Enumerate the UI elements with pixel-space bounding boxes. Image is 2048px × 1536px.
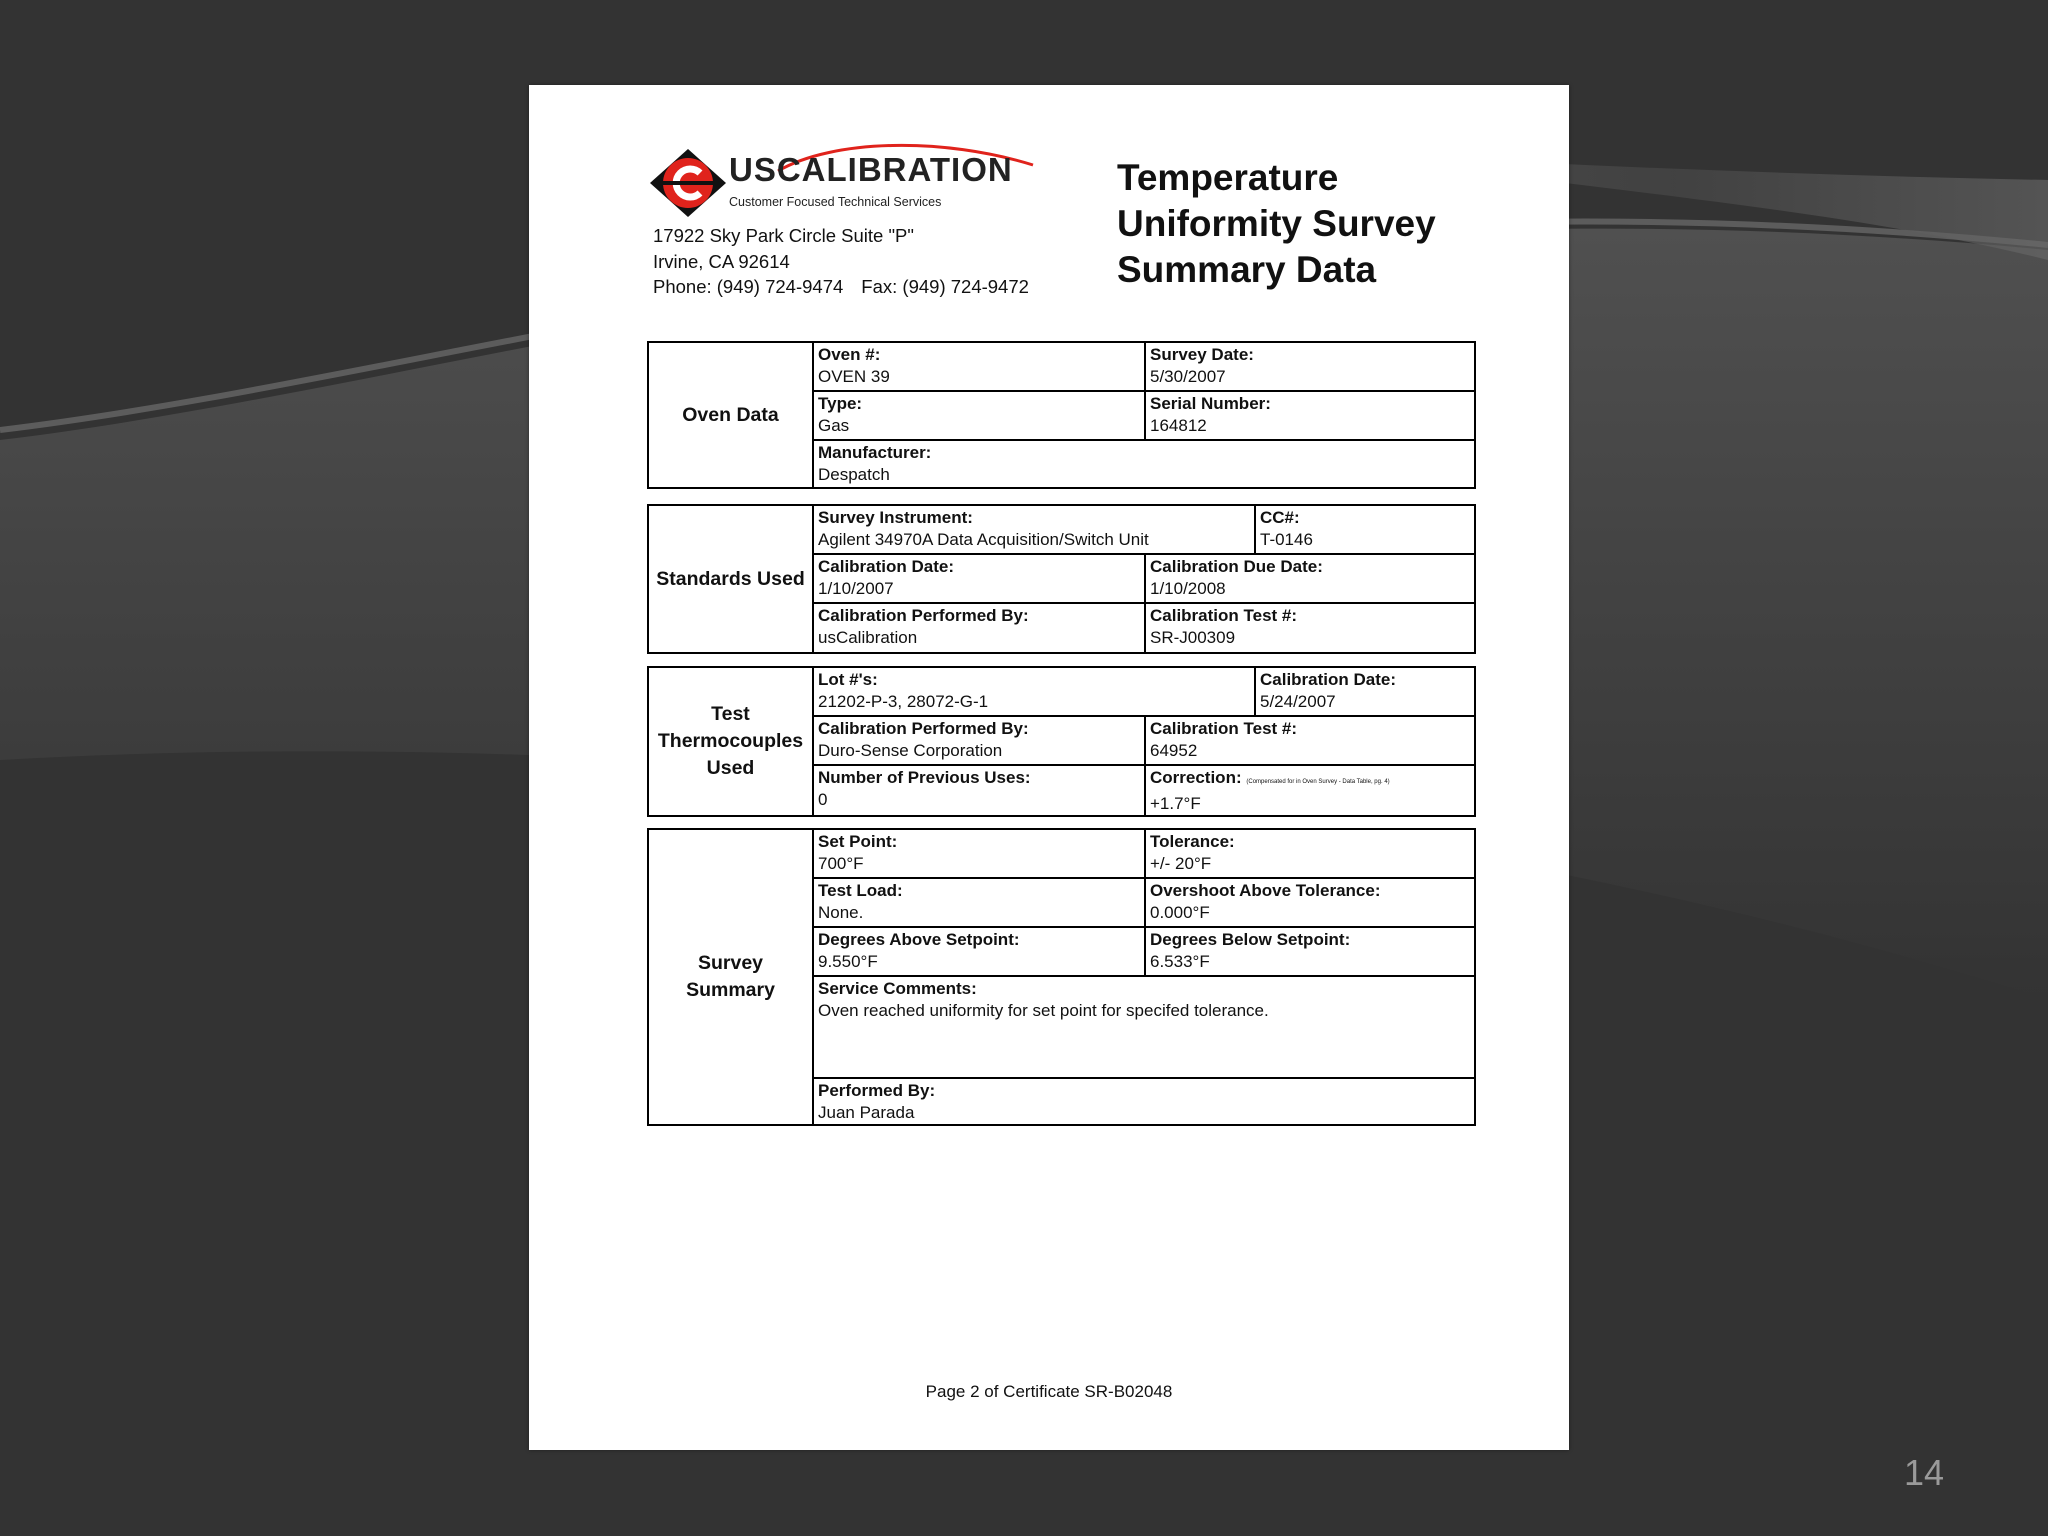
- address-line-2: Irvine, CA 92614: [653, 250, 790, 272]
- logo-crosshair-icon: [648, 147, 728, 219]
- table-row: Calibration Performed By: Duro-Sense Corporation Calibration Test #: 64952: [814, 717, 1474, 766]
- standards-used-section: [647, 504, 1476, 654]
- thermocouples-section: [647, 666, 1476, 817]
- logo-tagline: Customer Focused Technical Services: [729, 195, 942, 209]
- table-row: Performed By: Juan Parada: [818, 1081, 936, 1122]
- oven-data-section: [647, 341, 1476, 489]
- address-line-1: 17922 Sky Park Circle Suite "P": [653, 225, 914, 246]
- table-row: Degrees Above Setpoint: 9.550°F Degrees Below Setpoint: 6.533°F: [814, 928, 1474, 977]
- table-row: Type: Gas Serial Number: 164812: [814, 392, 1474, 441]
- logo-brand-text: USCALIBRATION: [729, 151, 1013, 188]
- correction-note: (Compensated for in Oven Survey - Data Table, pg. 4): [1246, 779, 1390, 785]
- table-row: Set Point: 700°F Tolerance: +/- 20°F: [814, 830, 1474, 879]
- table-row: Calibration Date: 1/10/2007 Calibration Due Date: 1/10/2008: [814, 555, 1474, 604]
- service-comments: Oven reached uniformity for set point for specifed tolerance.: [818, 1001, 1269, 1020]
- slide-number: 14: [1903, 1452, 1944, 1493]
- company-address: [653, 223, 1029, 300]
- table-row: Lot #'s: 21202-P-3, 28072-G-1 Calibration Date: 5/24/2007: [814, 668, 1474, 717]
- table-row: Oven #: OVEN 39 Survey Date: 5/30/2007: [814, 343, 1474, 392]
- table-row: Service Comments: Oven reached uniformity for set point for specifed tolerance.: [814, 977, 1474, 1079]
- phone-number: Phone: (949) 724-9474: [653, 276, 844, 297]
- section-label: Survey Summary: [649, 830, 814, 1124]
- table-row: Number of Previous Uses: 0 Correction: (Compensated for in Oven Survey - Data Table, pg. 4) +1.7°F: [814, 766, 1474, 817]
- section-label: Oven Data: [649, 343, 814, 487]
- document-title: Temperature Uniformity Survey Summary Data: [1117, 157, 1436, 290]
- table-row: Manufacturer: Despatch: [818, 443, 932, 484]
- table-row: Survey Instrument: Agilent 34970A Data Acquisition/Switch Unit CC#: T-0146: [814, 506, 1474, 555]
- table-row: Test Load: None. Overshoot Above Tolerance: 0.000°F: [814, 879, 1474, 928]
- section-label: Test Thermocouples Used: [649, 668, 814, 815]
- table-row: Calibration Performed By: usCalibration Calibration Test #: SR-J00309: [814, 604, 1474, 654]
- certificate-page: [529, 85, 1569, 1450]
- survey-summary-section: [647, 828, 1476, 1126]
- contact-line: [653, 274, 1029, 300]
- company-logo: [648, 147, 1013, 219]
- section-label: Standards Used: [649, 506, 814, 652]
- fax-number: Fax: (949) 724-9472: [861, 276, 1029, 297]
- page-footer: Page 2 of Certificate SR-B02048: [925, 1382, 1173, 1401]
